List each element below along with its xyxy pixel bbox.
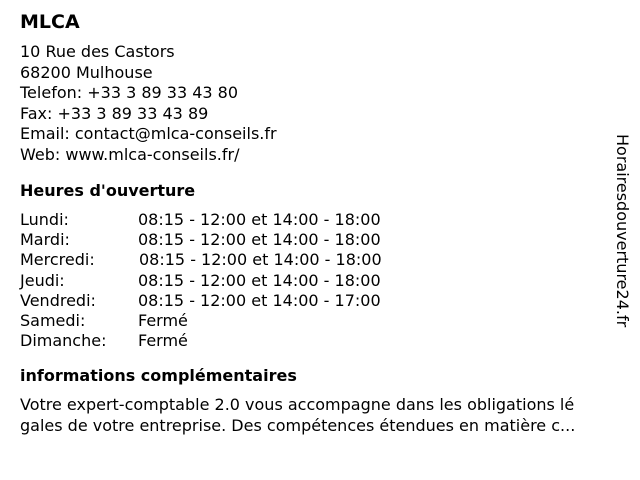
company-name: MLCA	[20, 11, 80, 33]
business-card	[20, 10, 620, 436]
fax-number: Fax: +33 3 89 33 43 89	[20, 103, 209, 123]
day-hours: 08:15 - 12:00 et 14:00 - 18:00	[138, 210, 381, 229]
info-description	[20, 394, 620, 436]
info-heading: informations complémentaires	[20, 366, 297, 386]
day-label: Mercredi:	[20, 250, 95, 270]
hours-row	[20, 250, 620, 270]
day-hours: 08:15 - 12:00 et 14:00 - 18:00	[139, 250, 382, 270]
hours-row	[20, 210, 620, 230]
day-hours: Fermé	[138, 331, 188, 351]
address-block	[20, 42, 620, 165]
hours-heading: Heures d'ouverture	[20, 181, 196, 200]
street-address: 10 Rue des Castors	[20, 42, 175, 61]
email-address: Email: contact@mlca-conseils.fr	[20, 124, 277, 143]
hours-row	[20, 291, 620, 311]
day-hours: 08:15 - 12:00 et 14:00 - 18:00	[138, 270, 381, 290]
phone-number: Telefon: +33 3 89 33 43 80	[20, 83, 239, 102]
hours-table	[20, 210, 620, 351]
site-watermark: Horairesdouverture24.fr	[613, 134, 632, 328]
website-url: Web: www.mlca-conseils.fr/	[20, 144, 240, 164]
day-hours: Fermé	[138, 310, 188, 330]
day-label: Samedi:	[20, 310, 86, 330]
info-line: Votre expert-comptable 2.0 vous accompagne dans les obligations lé	[20, 395, 575, 415]
hours-row	[20, 331, 620, 351]
info-line: gales de votre entreprise. Des compétences étendues en matière c...	[20, 416, 576, 436]
day-hours: 08:15 - 12:00 et 14:00 - 18:00	[138, 230, 381, 250]
hours-row	[20, 271, 620, 291]
day-hours: 08:15 - 12:00 et 14:00 - 17:00	[138, 290, 381, 310]
day-label: Vendredi:	[20, 290, 96, 310]
day-label: Lundi:	[20, 210, 69, 229]
day-label: Jeudi:	[20, 270, 65, 290]
hours-row	[20, 311, 620, 331]
postal-city: 68200 Mulhouse	[20, 62, 153, 82]
day-label: Dimanche:	[20, 331, 107, 351]
hours-row	[20, 230, 620, 250]
day-label: Mardi:	[20, 230, 70, 250]
